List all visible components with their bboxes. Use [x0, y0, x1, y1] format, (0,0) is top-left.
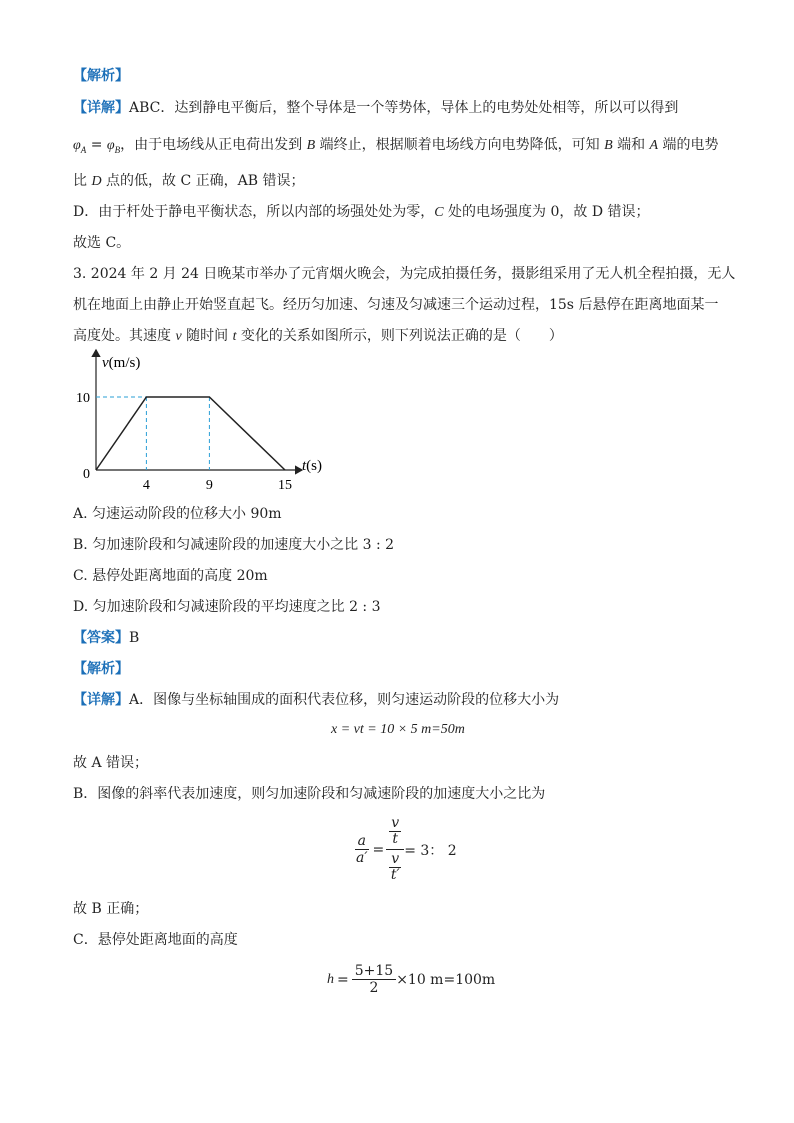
detail-c: C．悬停处距离地面的高度 [73, 932, 238, 948]
phi-symbol: φ [106, 138, 115, 153]
origin-label: 0 [83, 467, 90, 482]
x-tick-label: 15 [278, 478, 292, 493]
equals: = [337, 971, 349, 988]
text: 高度处。其速度 [73, 328, 176, 344]
answer-line [73, 629, 139, 647]
detail-text: ABC．达到静电平衡后，整个导体是一个等势体，导体上的电势处处相等，所以可以得到 [129, 100, 679, 116]
option-b: B. 匀加速阶段和匀减速阶段的加速度大小之比 3 : 2 [73, 537, 395, 553]
var: B [306, 138, 316, 153]
fraction-a-over-a-prime [353, 833, 371, 866]
answer-value: B [129, 630, 140, 646]
a-wrong: 故 A 错误； [73, 755, 149, 771]
subscript: A [80, 144, 87, 155]
detail-tag: 【详解】 [73, 100, 129, 116]
option-c: C. 悬停处距离地面的高度 20m [73, 568, 268, 584]
equals: = [372, 841, 385, 858]
var: A [649, 138, 659, 153]
analysis-tag-2: 【解析】 [73, 661, 129, 677]
text: ，由于电场线从正电荷出发到 [120, 137, 307, 153]
text: 端终止，根据顺着电场线方向电势降低，可知 [315, 137, 605, 153]
t: t [392, 831, 399, 847]
fraction-ratio [386, 816, 404, 883]
h: h [327, 971, 334, 987]
detail-paragraph-line-2 [73, 136, 719, 159]
velocity-time-chart [76, 348, 340, 496]
phi-symbol: φ [73, 138, 81, 153]
option-d: D. 匀加速阶段和匀减速阶段的平均速度之比 2 : 3 [73, 599, 381, 615]
detail-a-text: A．图像与坐标轴围成的面积代表位移，则匀速运动阶段的位移大小为 [129, 692, 560, 708]
question-line-2: 机在地面上由静止开始竖直起飞。经历匀加速、匀速及匀减速三个运动过程，15s 后悬停在距离地面某一 [73, 297, 719, 313]
x-tick-label: 9 [205, 478, 213, 493]
y-axis-label: v(m/s) [102, 355, 141, 371]
fraction [352, 963, 396, 996]
detail-paragraph-line-4 [73, 203, 650, 222]
numerator: 5+15 [352, 963, 396, 980]
detail-b: B．图像的斜率代表加速度，则匀加速阶段和匀减速阶段的加速度大小之比为 [73, 786, 546, 802]
v: v [391, 815, 400, 831]
v: v [391, 851, 400, 867]
detail-tag-2: 【详解】 [73, 692, 129, 708]
velocity-series-line [96, 397, 285, 470]
rest: ×10 m=100m [396, 971, 496, 988]
var: C [434, 205, 444, 220]
detail-paragraph-line-1 [73, 99, 678, 117]
text: 变化的关系如图所示，则下列说法正确的是（ ） [236, 328, 563, 344]
var: t [232, 329, 237, 344]
b-right: 故 B 正确； [73, 901, 149, 917]
y-tick-label: 10 [76, 391, 90, 406]
text: 随时间 [181, 328, 233, 344]
text: 端的电势 [658, 137, 719, 153]
option-a: A. 匀速运动阶段的位移大小 90m [73, 506, 282, 522]
var: D [91, 174, 102, 189]
x-tick-label: 4 [142, 478, 150, 493]
equation-a: x = vt = 10 × 5 m=50m [331, 722, 465, 737]
numerator: a [355, 833, 369, 850]
question-line-3 [73, 327, 563, 346]
result: = 3： 2 [404, 842, 457, 859]
var: v [175, 329, 182, 344]
var: B [604, 138, 613, 153]
x-axis-label: t(s) [302, 458, 322, 474]
answer-tag: 【答案】 [73, 630, 129, 646]
t-prime: t′ [390, 867, 400, 883]
denominator [386, 850, 404, 883]
denominator: 2 [369, 980, 379, 996]
text: 处的电场强度为 0，故 D 错误； [443, 204, 650, 220]
conclusion: 故选 C。 [73, 235, 131, 251]
numerator [386, 816, 404, 850]
subscript: B [114, 144, 121, 155]
text: 点的低，故 C 正确，AB 错误； [101, 173, 305, 189]
text: 比 [73, 173, 92, 189]
denominator: a′ [356, 850, 368, 866]
analysis-tag: 【解析】 [73, 68, 129, 84]
detail-a [73, 691, 559, 709]
equation-c [327, 963, 495, 996]
question-line-1: 3. 2024 年 2 月 24 日晚某市举办了元宵烟火晚会，为完成拍摄任务，摄影组采用了无人机全程拍摄，无人 [73, 266, 736, 282]
text: D．由于杆处于静电平衡状态，所以内部的场强处处为零， [73, 204, 435, 220]
equation-b [353, 816, 457, 883]
detail-paragraph-line-3 [73, 172, 305, 191]
equals: = [86, 137, 107, 153]
text: 端和 [612, 137, 650, 153]
